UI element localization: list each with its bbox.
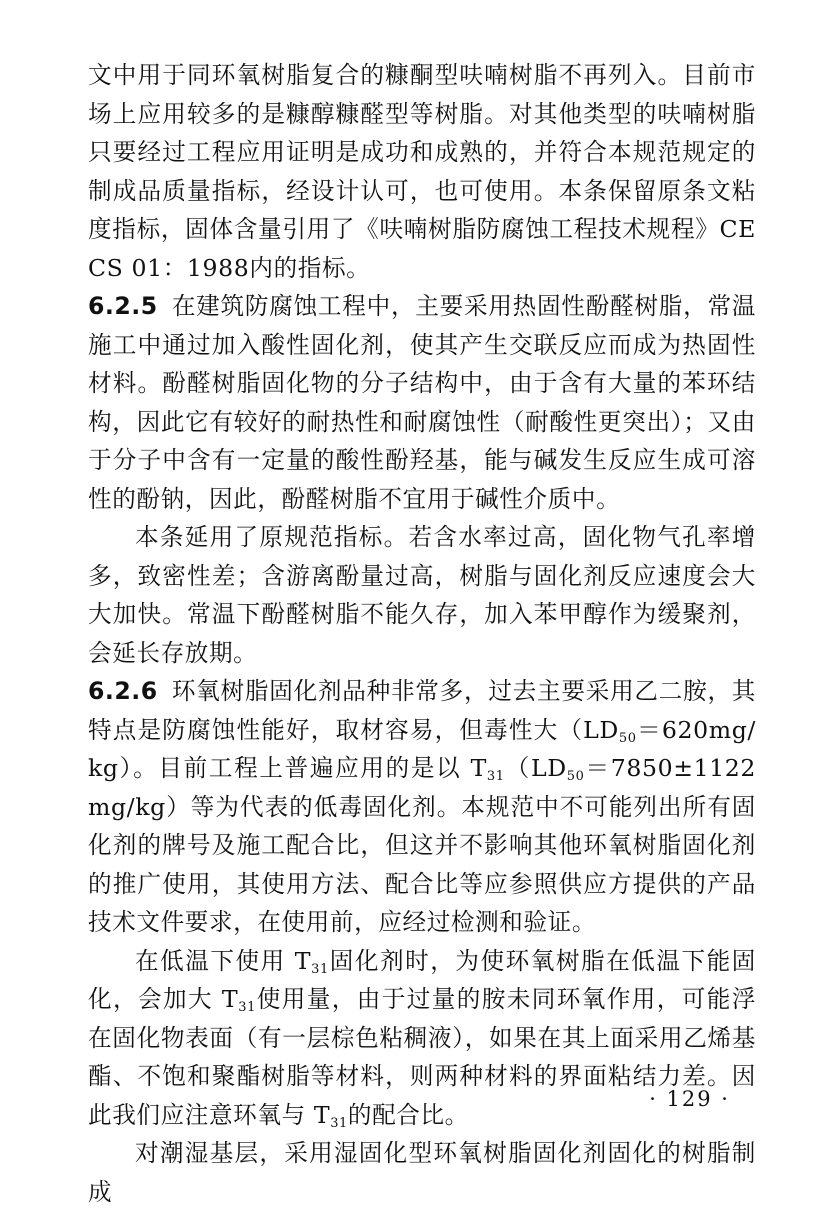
text-run: 环氧树脂固化剂品种非常多，过去主要采用乙二胺，其特点是防腐蚀性能好，取材容易，但毒性大（LD — [88, 677, 756, 744]
subscript: 31 — [311, 961, 329, 977]
page-number: · 129 · — [649, 1087, 730, 1111]
section-6-2-6 — [88, 672, 756, 942]
page-body — [88, 56, 756, 1211]
subscript: 50 — [566, 768, 585, 784]
subscript: 31 — [486, 768, 505, 784]
paragraph-phenolic-index: 本条延用了原规范指标。若含水率过高，固化物气孔率增多，致密性差；含游离酚量过高，树脂与固化剂反应速度会大大加快。常温下酚醛树脂不能久存，加入苯甲醇作为缓聚剂，会延长存放期。 — [88, 523, 756, 667]
text-run: 的配合比。 — [347, 1100, 469, 1129]
text-run: 使用量，由于过量的胺未同环氧作用，可能浮在固化物表面（有一层棕色粘稠液），如果在其上面采用乙烯基酯、不饱和聚酯树脂等材料，则两种材料的界面粘结力差。因此我们应注意环氧与 T — [88, 985, 757, 1129]
text-run: （LD — [504, 754, 567, 782]
text-run: 在低温下使用 T — [135, 946, 312, 975]
subscript: 50 — [618, 730, 637, 746]
section-text: 在建筑防腐蚀工程中，主要采用热固性酚醛树脂，常温施工中通过加入酸性固化剂，使其产生交联反应而成为热固性材料。酚醛树脂固化物的分子结构中，由于含有大量的苯环结构，因此它有较好的耐热性和耐腐蚀性（耐酸性更突出）；又由于分子中含有一定量的酸性酚羟基，能与碱发生反应生成可溶性的酚钠，因此，酚醛树脂不宜用于碱性介质中。 — [88, 292, 756, 513]
section-6-2-5 — [88, 287, 756, 518]
text-run: 固化剂时，为使环氧树脂在低温下能固化，会加大 T — [88, 946, 756, 1013]
subscript: 31 — [238, 999, 256, 1015]
text-run: ＝7850±1122mg/kg）等为代表的低毒固化剂。本规范中不可能列出所有固化剂的牌号及施工配合比，但这并不影响其他环氧树脂固化剂的推广使用，其使用方法、配合比等应参照供应方提供的产品技术文件要求，在使用前，应经过检测和验证。 — [88, 754, 757, 936]
paragraph-damp-substrate: 对潮湿基层，采用湿固化型环氧树脂固化剂固化的树脂制成 — [88, 1139, 756, 1206]
section-number: 6.2.5 — [88, 292, 158, 320]
text-run: ＝620mg/kg）。目前工程上普遍应用的是以 T — [88, 715, 756, 782]
subscript: 31 — [330, 1115, 348, 1131]
paragraph-furan-resin: 文中用于同环氧树脂复合的糠酮型呋喃树脂不再列入。目前市场上应用较多的是糠醇糠醛型等树脂。对其他类型的呋喃树脂只要经过工程应用证明是成功和成熟的，并符合本规范规定的制成品质量指标，经设计认可，也可使用。本条保留原条文粘度指标，固体含量引用了《呋喃树脂防腐蚀工程技术规程》CECS 01：1988内的指标。 — [88, 61, 756, 282]
section-number: 6.2.6 — [88, 677, 158, 705]
